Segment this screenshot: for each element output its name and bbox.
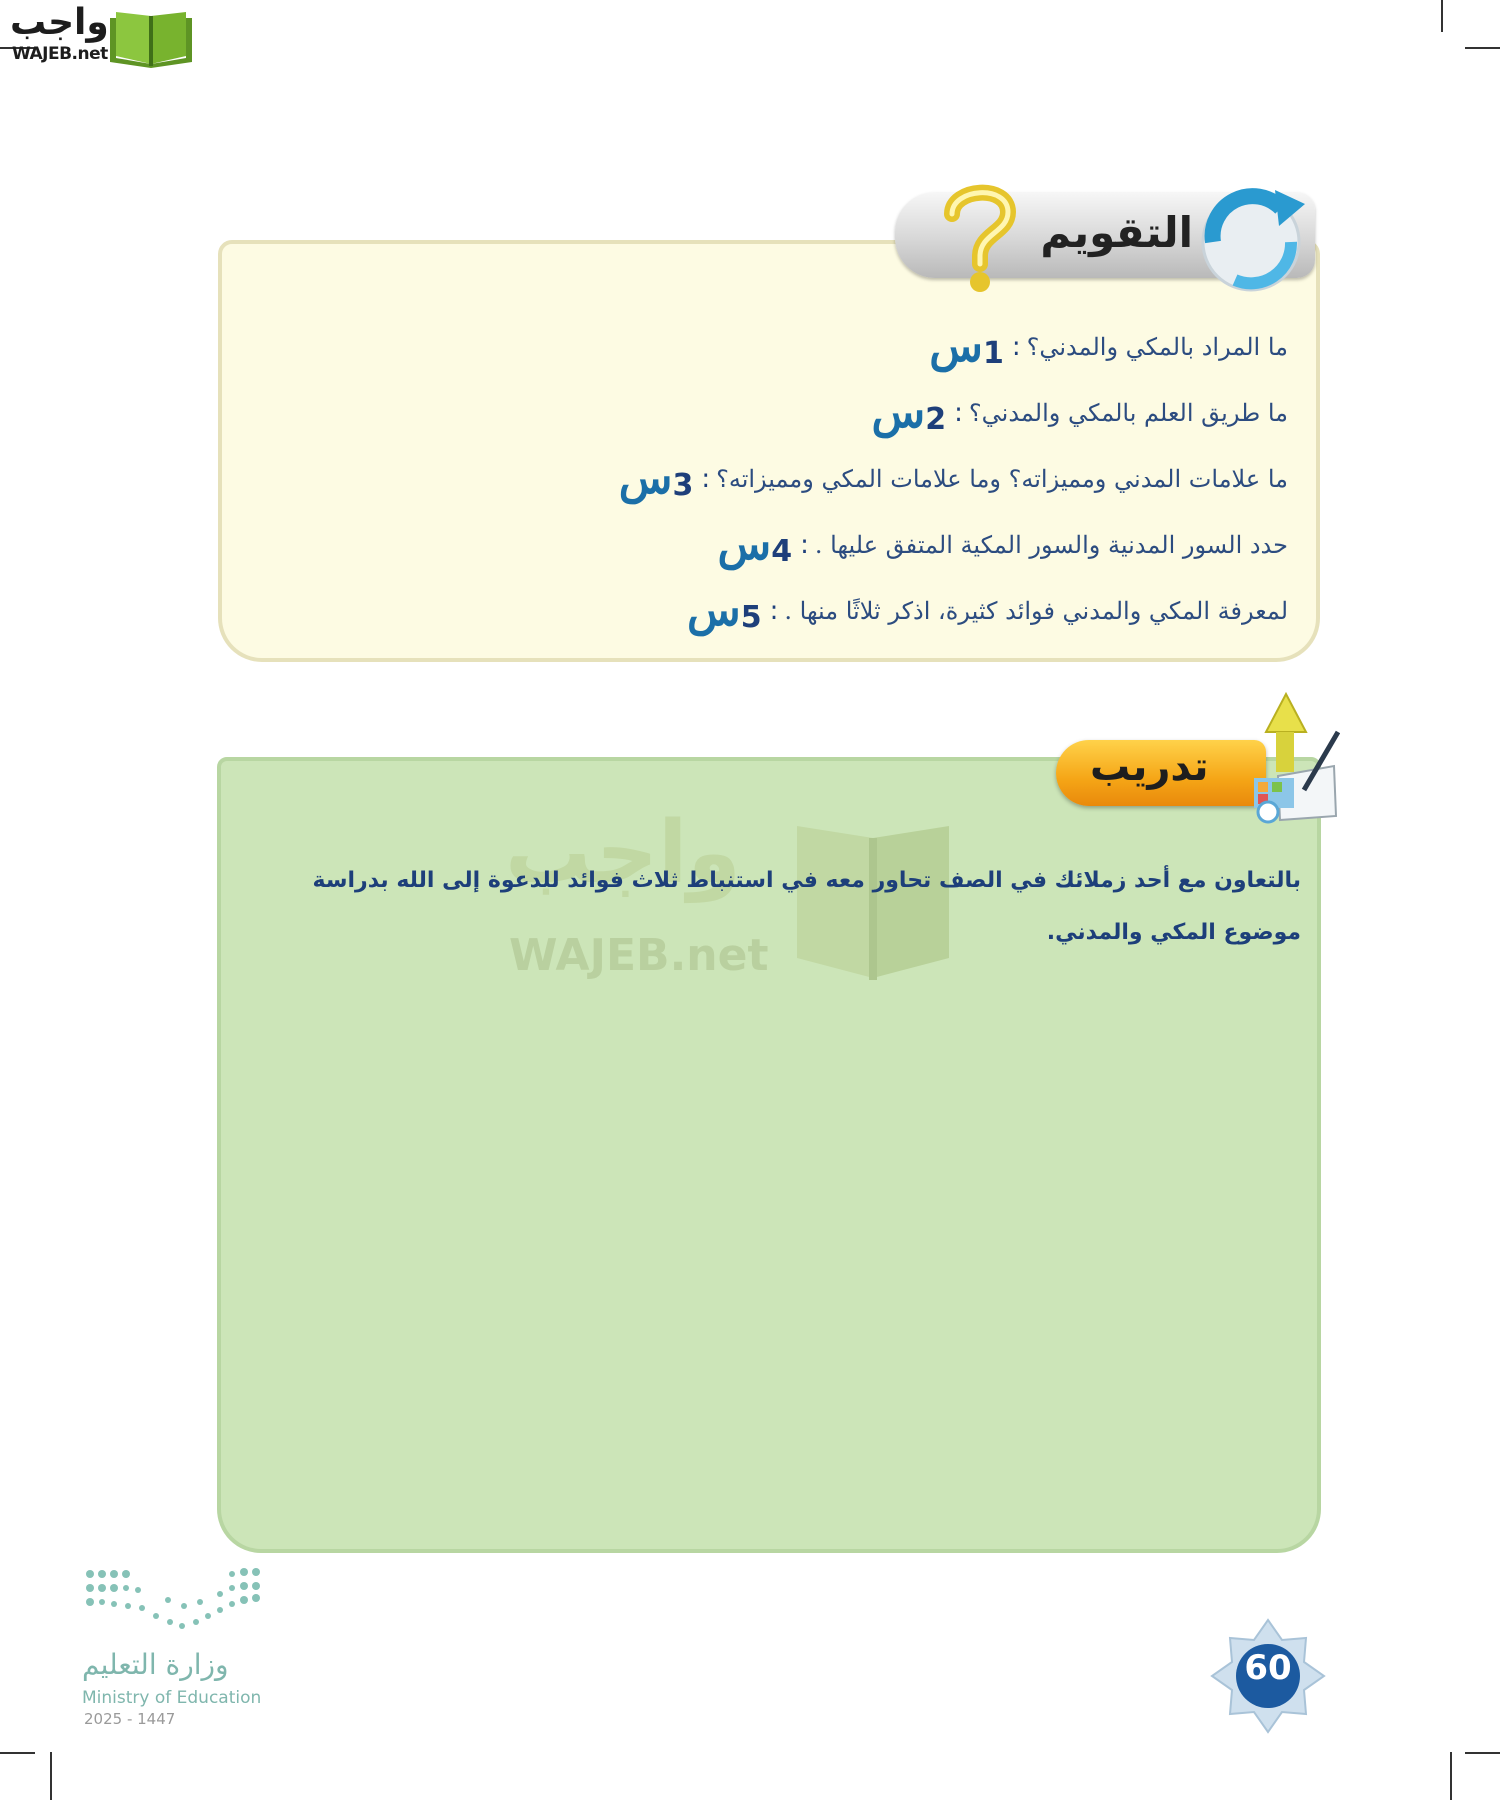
book-icon	[106, 6, 196, 68]
ministry-year: 2025 - 1447	[84, 1710, 176, 1728]
crop-mark	[0, 1752, 35, 1754]
evaluation-title: التقويم	[1040, 208, 1193, 257]
refresh-arrow-icon	[1195, 180, 1315, 300]
practice-title: تدريب	[1090, 744, 1209, 790]
evaluation-header	[895, 180, 1325, 285]
question-badge	[929, 321, 1006, 372]
watermark-word: واجب	[505, 803, 741, 903]
question-number: 3	[672, 468, 694, 503]
watermark-net: WAJEB.net	[509, 930, 769, 981]
ministry-logo	[80, 1560, 280, 1730]
question-letter: س	[618, 453, 673, 504]
ministry-name-ar: وزارة التعليم	[82, 1648, 229, 1681]
question-item	[681, 586, 1288, 636]
page-number: 60	[1244, 1648, 1292, 1688]
question-letter: س	[871, 387, 926, 438]
question-number: 5	[740, 600, 762, 635]
question-badge	[871, 387, 949, 438]
ministry-name-en: Ministry of Education	[82, 1688, 262, 1708]
question-item	[923, 322, 1288, 372]
question-badge	[717, 519, 795, 570]
question-number: 1	[982, 336, 1004, 371]
question-item	[712, 520, 1288, 570]
question-badge	[687, 585, 764, 636]
question-number: 2	[925, 402, 947, 437]
question-item	[866, 388, 1288, 438]
stationery-icon	[1246, 692, 1340, 824]
question-number: 4	[771, 534, 793, 569]
logo-word: واجب	[10, 2, 109, 43]
ministry-dots-icon	[84, 1566, 269, 1638]
question-colon: :	[1011, 332, 1021, 362]
page-number-badge	[1210, 1618, 1326, 1734]
question-letter: س	[929, 321, 983, 372]
question-item	[613, 454, 1288, 504]
question-colon: :	[800, 530, 809, 560]
crop-mark	[50, 1752, 52, 1800]
question-mark-icon	[940, 180, 1020, 298]
wajeb-logo[interactable]	[8, 4, 193, 68]
question-text: حدد السور المدنية والسور المكية المتفق عليها .	[814, 531, 1288, 559]
crop-mark	[1465, 47, 1500, 49]
question-colon: :	[701, 464, 711, 494]
crop-mark	[1450, 1752, 1452, 1800]
practice-header	[1050, 692, 1340, 832]
practice-text: بالتعاون مع أحد زملائك في الصف تحاور معه في استنباط ثلاث فوائد للدعوة إلى الله بدراسة موضوع المكي والمدني.	[312, 868, 1301, 945]
question-colon: :	[769, 596, 779, 626]
question-letter: س	[717, 519, 772, 570]
question-badge	[618, 453, 696, 504]
question-letter: س	[687, 585, 741, 636]
question-text: ما طريق العلم بالمكي والمدني؟	[968, 399, 1288, 427]
crop-mark	[1465, 1752, 1500, 1754]
logo-net: WAJEB.net	[12, 44, 108, 64]
question-text: ما علامات المدني ومميزاته؟ وما علامات المكي ومميزاته؟	[716, 465, 1288, 493]
question-text: ما المراد بالمكي والمدني؟	[1026, 333, 1288, 361]
crop-mark	[1441, 0, 1443, 32]
question-text: لمعرفة المكي والمدني فوائد كثيرة، اذكر ثلاثًا منها .	[784, 597, 1288, 625]
question-colon: :	[954, 398, 963, 428]
